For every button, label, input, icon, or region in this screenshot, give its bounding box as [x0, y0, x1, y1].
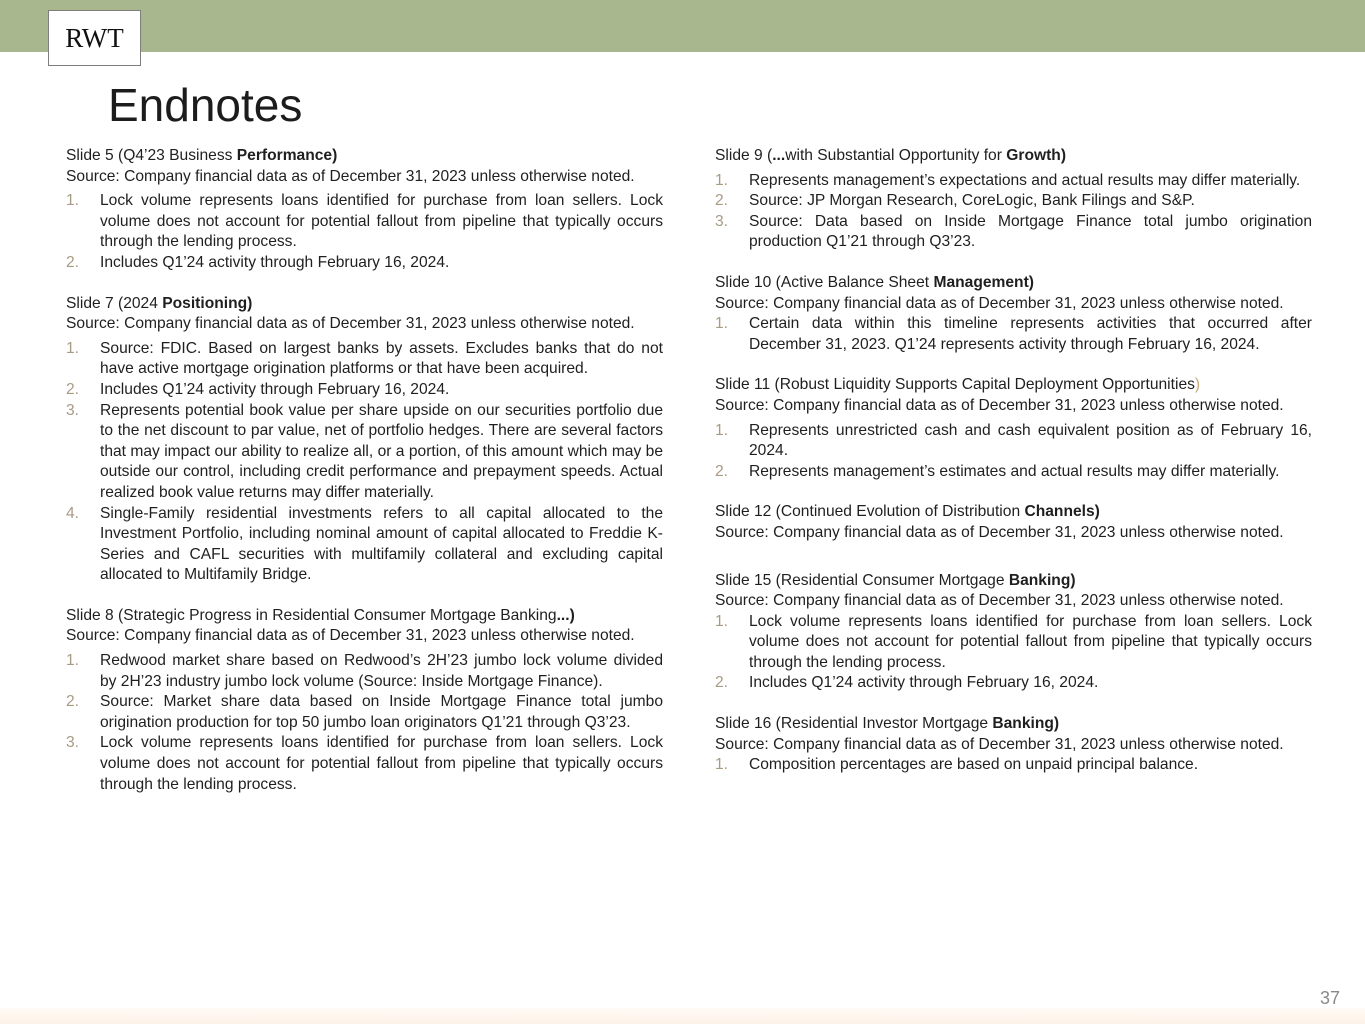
- section-heading: Slide 12 (Continued Evolution of Distribution Channels): [715, 503, 1100, 521]
- note-number: 3.: [66, 734, 80, 752]
- note-number: 2.: [66, 693, 80, 711]
- note-item: 1. Redwood market share based on Redwood’s 2H’23 jumbo lock volume divided by 2H’23 industry jumbo lock volume (Source: Inside Mortgage Finance).: [66, 651, 663, 692]
- note-list: [715, 421, 1312, 483]
- header-band: [0, 0, 1365, 52]
- note-item: 2. Source: Market share data based on Inside Mortgage Finance total jumbo origination production for top 50 jumbo loan originators Q1’21 through Q3’23.: [66, 692, 663, 733]
- note-item: 1. Lock volume represents loans identified for purchase from loan sellers. Lock volume does not account for potential fallout from pipeline that typically occurs through the lending process.: [715, 612, 1312, 674]
- section-heading: Slide 7 (2024 Positioning): [66, 294, 253, 312]
- source-line: Source: Company financial data as of December 31, 2023 unless otherwise noted.: [715, 592, 1284, 610]
- note-number: 2.: [66, 380, 80, 398]
- note-number: 4.: [66, 504, 80, 522]
- section-heading: Slide 8 (Strategic Progress in Residential Consumer Mortgage Banking...): [66, 606, 575, 624]
- note-item: 2. Includes Q1’24 activity through February 16, 2024.: [66, 380, 663, 401]
- note-item: 3. Represents potential book value per share upside on our securities portfolio due to the net discount to par value, net of portfolio hedges. There are several factors that may impact our ability to realize all, or a portion, of this amount which may be outside our control, including credit performance and prepayment speeds. Actual realized book value returns may differ materially.: [66, 401, 663, 504]
- note-item: 1. Represents unrestricted cash and cash equivalent position as of February 16, 2024.: [715, 421, 1312, 462]
- endnote-section-slide-15: [715, 571, 1312, 695]
- section-heading: Slide 9 (...with Substantial Opportunity for Growth): [715, 147, 1067, 164]
- section-heading: Slide 16 (Residential Investor Mortgage Banking): [715, 715, 1060, 733]
- note-item: 4. Single-Family residential investments refers to all capital allocated to the Investment Portfolio, including nominal amount of capital allocated to Freddie K-Series and CAFL securities with multifamily collateral and excluding capital allocated to Multifamily Bridge.: [66, 504, 663, 586]
- note-item: 2. Represents management’s estimates and actual results may differ materially.: [715, 462, 1312, 483]
- endnote-section-slide-11: [715, 375, 1312, 482]
- section-heading: Slide 15 (Residential Consumer Mortgage Banking): [715, 571, 1076, 589]
- company-logo: [48, 10, 141, 66]
- note-item: 2. Includes Q1’24 activity through February 16, 2024.: [66, 253, 663, 274]
- note-number: 2.: [66, 253, 80, 271]
- note-number: 1.: [715, 756, 729, 774]
- endnote-section-slide-8: [66, 606, 663, 795]
- note-number: 1.: [66, 192, 80, 210]
- left-column: [66, 146, 663, 815]
- note-item: 1. Certain data within this timeline represents activities that occurred after December 31, 2023. Q1’24 represents activity through February 16, 2024.: [715, 314, 1312, 355]
- endnote-section-slide-16: [715, 714, 1312, 776]
- page-number: 37: [1319, 988, 1340, 1008]
- note-number: 2.: [715, 462, 729, 480]
- note-number: 2.: [715, 192, 729, 210]
- note-number: 1.: [715, 421, 729, 439]
- note-list: [715, 755, 1312, 776]
- source-line: Source: Company financial data as of December 31, 2023 unless otherwise noted.: [66, 167, 635, 185]
- source-line: Source: Company financial data as of December 31, 2023 unless otherwise noted.: [66, 315, 635, 333]
- source-line: Source: Company financial data as of December 31, 2023 unless otherwise noted.: [715, 523, 1284, 541]
- right-column: [715, 146, 1312, 796]
- page-title: Endnotes: [108, 79, 303, 131]
- endnote-section-slide-7: [66, 294, 663, 586]
- note-list: [715, 314, 1312, 355]
- note-number: 1.: [715, 171, 729, 189]
- endnote-section-slide-12: [715, 502, 1312, 543]
- section-heading: Slide 5 (Q4’23 Business Performance): [66, 147, 338, 164]
- footer-band: [0, 1008, 1365, 1024]
- note-number: 1.: [66, 652, 80, 670]
- endnote-section-slide-10: [715, 273, 1312, 355]
- section-heading: Slide 10 (Active Balance Sheet Management): [715, 273, 1034, 291]
- note-item: 3. Source: Data based on Inside Mortgage Finance total jumbo origination production Q1’21 through Q3’23.: [715, 212, 1312, 253]
- source-line: Source: Company financial data as of December 31, 2023 unless otherwise noted.: [66, 627, 635, 645]
- logo-text: RWT: [65, 22, 124, 53]
- note-number: 1.: [66, 339, 80, 357]
- note-number: 2.: [715, 674, 729, 692]
- note-item: 2. Source: JP Morgan Research, CoreLogic, Bank Filings and S&P.: [715, 191, 1312, 212]
- note-item: 1. Represents management’s expectations and actual results may differ materially.: [715, 171, 1312, 192]
- note-item: 1. Lock volume represents loans identified for purchase from loan sellers. Lock volume does not account for potential fallout from pipeline that typically occurs through the lending process.: [66, 191, 663, 253]
- note-list: [66, 339, 663, 586]
- note-list: [715, 171, 1312, 253]
- note-list: [66, 191, 663, 273]
- note-list: [66, 651, 663, 795]
- source-line: Source: Company financial data as of December 31, 2023 unless otherwise noted.: [715, 735, 1284, 753]
- note-number: 1.: [715, 315, 729, 333]
- note-number: 3.: [66, 401, 80, 419]
- source-line: Source: Company financial data as of December 31, 2023 unless otherwise noted.: [715, 396, 1284, 414]
- note-item: 1. Composition percentages are based on unpaid principal balance.: [715, 755, 1312, 776]
- note-item: 2. Includes Q1’24 activity through February 16, 2024.: [715, 673, 1312, 694]
- endnote-section-slide-9: [715, 146, 1312, 253]
- note-list: [715, 612, 1312, 694]
- note-number: 1.: [715, 612, 729, 630]
- section-heading: Slide 11 (Robust Liquidity Supports Capital Deployment Opportunities): [715, 376, 1201, 394]
- note-number: 3.: [715, 212, 729, 230]
- note-item: 1. Source: FDIC. Based on largest banks by assets. Excludes banks that do not have active mortgage origination platforms or that have been acquired.: [66, 339, 663, 380]
- note-item: 3. Lock volume represents loans identified for purchase from loan sellers. Lock volume does not account for potential fallout from pipeline that typically occurs through the lending process.: [66, 733, 663, 795]
- endnote-section-slide-5: [66, 146, 663, 274]
- source-line: Source: Company financial data as of December 31, 2023 unless otherwise noted.: [715, 294, 1284, 312]
